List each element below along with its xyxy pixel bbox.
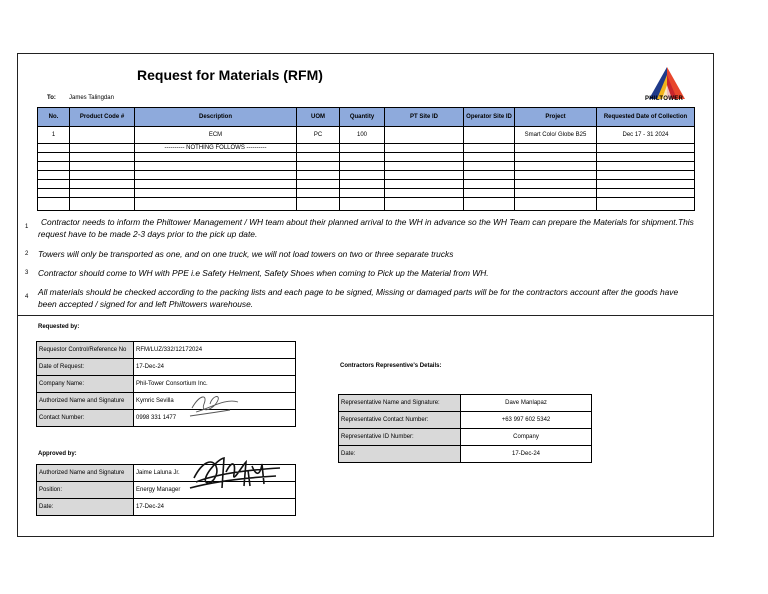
field-value: 17-Dec-24: [134, 359, 296, 376]
table-cell: Smart Colo/ Globe B25: [515, 127, 597, 144]
field-value: +63 997 602 5342: [461, 412, 592, 429]
field-value: Kymric Sevilla: [134, 393, 296, 410]
note-number: 4: [25, 294, 29, 300]
field-label: Representative ID Number:: [339, 429, 461, 446]
field-label: Representative Name and Signature:: [339, 395, 461, 412]
field-label: Authorized Name and Signature: [37, 393, 134, 410]
table-cell: PC: [297, 127, 340, 144]
field-value: Phil-Tower Consortium Inc.: [134, 376, 296, 393]
note-number: 1: [25, 224, 29, 230]
note-number: 2: [25, 251, 29, 257]
table-cell: [70, 144, 135, 153]
table-cell: 100: [340, 127, 385, 144]
field-value: Company: [461, 429, 592, 446]
table-cell: [464, 144, 515, 153]
table-row: [38, 189, 695, 198]
table-cell: [515, 144, 597, 153]
note-text: Contractor should come to WH with PPE i.e Safety Helment, Safety Shoes when coming to Pick up the Material from WH.: [38, 268, 489, 278]
note-text: All materials should be checked according to the packing lists and each page to be signed, Missing or damaged parts will be for the contractors account after the goods have been accepted / signed for and left Philtowers warehouse.: [38, 287, 679, 309]
field-label: Position:: [37, 482, 134, 499]
field-label: Date:: [37, 499, 134, 516]
table-cell: [385, 127, 464, 144]
materials-table: [37, 107, 695, 211]
table-cell: 1: [38, 127, 70, 144]
note-number: 3: [25, 270, 29, 276]
field-label: Requestor Control/Reference No: [37, 342, 134, 359]
field-value: 0998 331 1477: [134, 410, 296, 427]
section-divider: [17, 315, 714, 316]
contractor-details-label: Contractors Representive's Details:: [340, 363, 442, 369]
field-label: Representative Contact Number:: [339, 412, 461, 429]
logo-text: PHILTOWER: [645, 96, 684, 102]
table-row: [38, 153, 695, 162]
field-label: Date:: [339, 446, 461, 463]
table-cell: [297, 144, 340, 153]
field-value: Dave Manlapaz: [461, 395, 592, 412]
table-row: [38, 180, 695, 189]
field-label: Company Name:: [37, 376, 134, 393]
column-header: No.: [38, 108, 70, 127]
field-label: Authorized Name and Signature: [37, 465, 134, 482]
table-cell: Dec 17 - 31 2024: [597, 127, 695, 144]
requested-by-table: [36, 341, 296, 427]
column-header: Product Code #: [70, 108, 135, 127]
table-row: [38, 127, 695, 144]
table-row: [38, 144, 695, 153]
table-cell: [464, 127, 515, 144]
table-cell: ECM: [135, 127, 297, 144]
column-header: UOM: [297, 108, 340, 127]
field-label: Contact Number:: [37, 410, 134, 427]
column-header: Project: [515, 108, 597, 127]
field-value: RFM/LUZ/332/12172024: [134, 342, 296, 359]
table-cell: [340, 144, 385, 153]
to-label: To:: [47, 95, 56, 101]
table-cell: [385, 144, 464, 153]
requested-by-label: Requested by:: [38, 324, 80, 330]
contractor-details-table: [338, 394, 592, 463]
table-row: [38, 162, 695, 171]
table-cell: [597, 144, 695, 153]
field-label: Date of Request:: [37, 359, 134, 376]
field-value: Energy Manager: [134, 482, 296, 499]
approver-signature: [186, 452, 282, 496]
column-header: Requested Date of Collection: [597, 108, 695, 127]
column-header: PT Site ID: [385, 108, 464, 127]
approved-by-label: Approved by:: [38, 451, 77, 457]
to-name: James Talingdan: [69, 95, 114, 101]
table-header-row: [38, 108, 695, 127]
note-text: Towers will only be transported as one, and on one truck, we will not load towers on two or three separate trucks: [38, 249, 454, 259]
column-header: Description: [135, 108, 297, 127]
column-header: Operator Site ID: [464, 108, 515, 127]
page-title: Request for Materials (RFM): [137, 67, 323, 83]
field-value: 17-Dec-24: [134, 499, 296, 516]
table-row: [38, 171, 695, 180]
column-header: Quantity: [340, 108, 385, 127]
table-row: [38, 198, 695, 211]
table-cell: [70, 127, 135, 144]
field-value: 17-Dec-24: [461, 446, 592, 463]
requestor-signature: [186, 390, 242, 418]
field-value: Jaime Laluna Jr.: [134, 465, 296, 482]
note-text: Contractor needs to inform the Philtower Management / WH team about their planned arrival to the WH in advance so the WH Team can prepare the Materials for shipment.This request have to be made 2-3 days prior to the pick up date.: [38, 217, 694, 239]
table-cell: ---------- NOTHING FOLLOWS ----------: [135, 144, 297, 153]
table-cell: [38, 144, 70, 153]
